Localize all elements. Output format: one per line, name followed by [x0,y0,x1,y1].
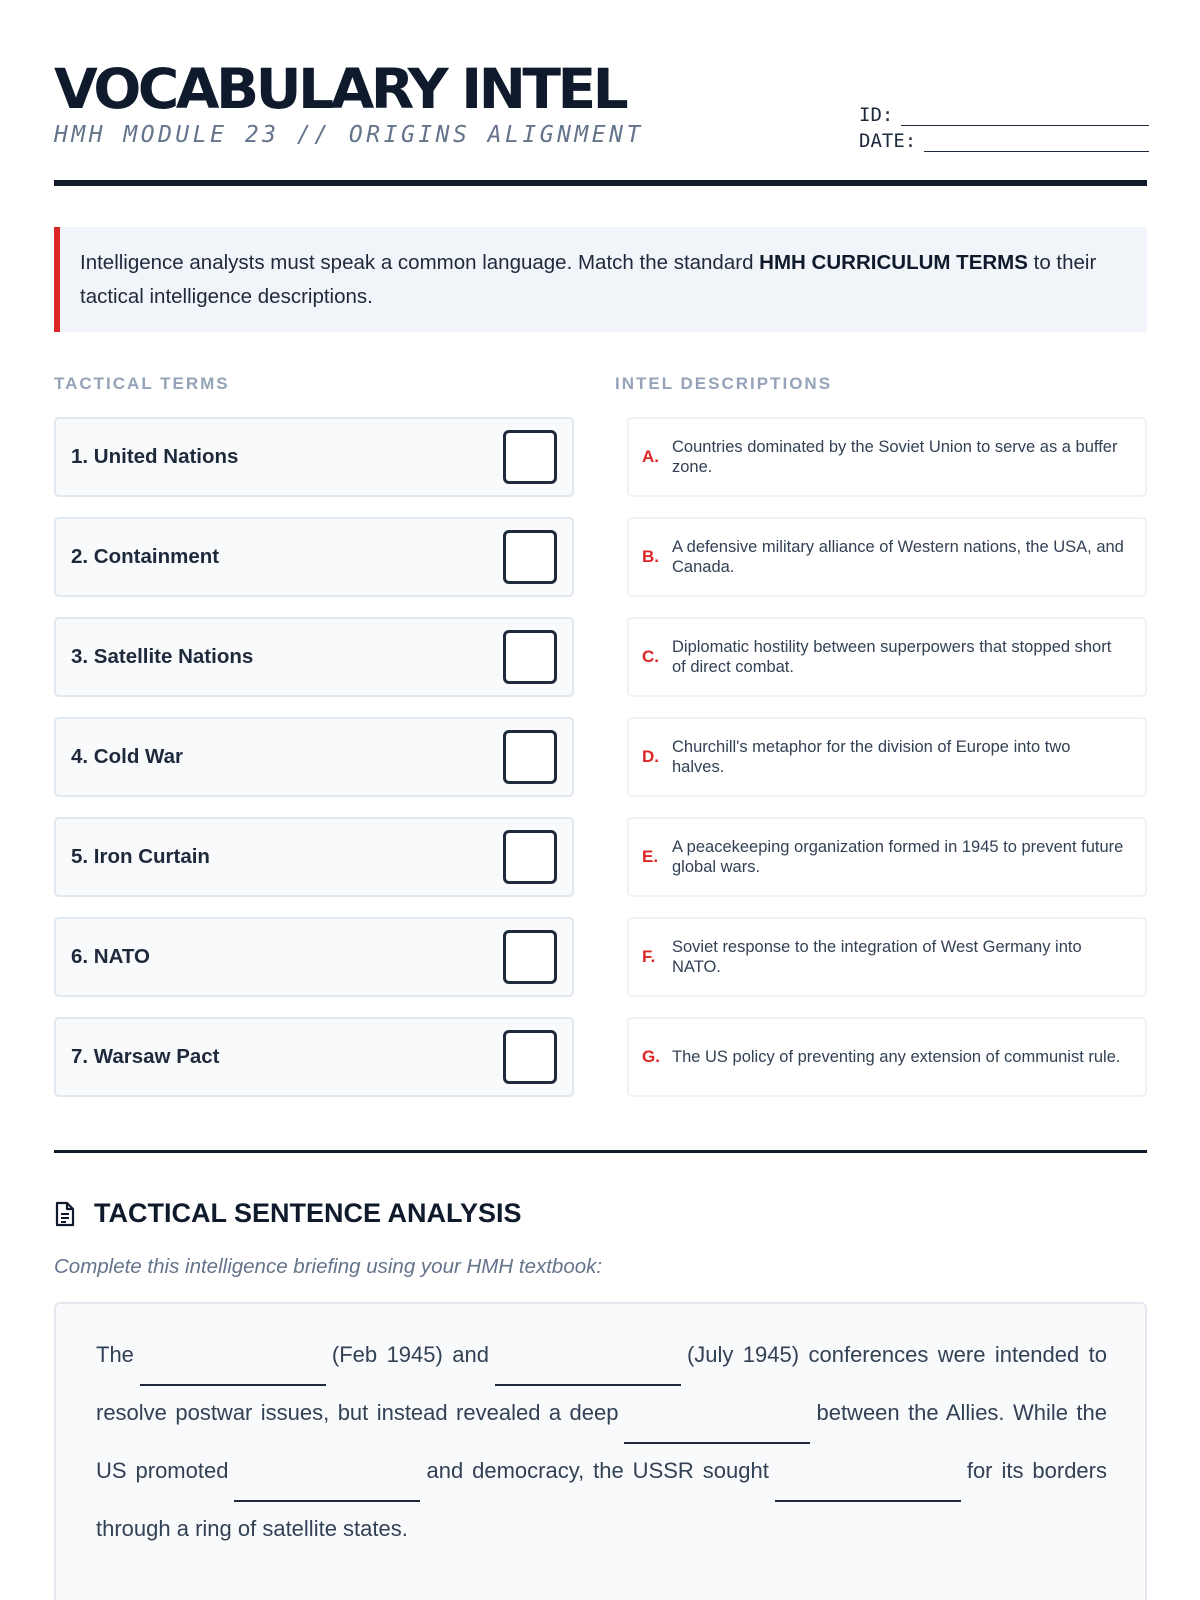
answer-box[interactable] [503,1030,557,1084]
description-text: The US policy of preventing any extension of communist rule. [672,1048,1121,1066]
header-divider [54,180,1147,186]
term-label: 3. Satellite Nations [71,645,254,668]
briefing-text: between the Allies. While the US promoted [96,1400,1107,1483]
description-card [627,817,1147,897]
description-letter: D. [642,747,659,766]
date-line[interactable] [924,132,1149,152]
briefing-text: for its borders through a ring of satellite states. [96,1458,1107,1541]
briefing-text: (July 1945) conferences were intended to resolve postwar issues, but instead revealed a deep [96,1342,1107,1425]
description-card [627,917,1147,997]
description-letter: B. [642,547,659,566]
intro-text-before: Intelligence analysts must speak a common language. Match the standard [80,251,760,274]
description-text: A defensive military alliance of Western nations, the USA, and Canada. [672,538,1124,576]
id-field[interactable] [859,100,1149,126]
description-text: Churchill's metaphor for the division of Europe into two halves. [672,738,1071,776]
description-card [627,717,1147,797]
id-line[interactable] [901,106,1149,126]
term-label: 1. United Nations [71,445,239,468]
term-card [54,617,574,697]
briefing-text: and democracy, the USSR sought [426,1458,769,1483]
section-title [54,1198,522,1229]
answer-box[interactable] [503,530,557,584]
description-card [627,1017,1147,1097]
section-divider [54,1150,1147,1153]
answer-box[interactable] [503,430,557,484]
intro-bold: HMH CURRICULUM TERMS [759,251,1028,274]
description-text: Soviet response to the integration of West Germany into NATO. [672,938,1082,976]
answer-box[interactable] [503,630,557,684]
term-label: 4. Cold War [71,745,183,768]
briefing-text: (Feb 1945) and [331,1342,489,1367]
description-letter: G. [642,1047,660,1066]
document-icon [54,1201,76,1227]
term-card [54,717,574,797]
term-label: 5. Iron Curtain [71,845,210,868]
description-text: A peacekeeping organization formed in 1945 to prevent future global wars. [672,838,1124,876]
intro-text-after: to their tactical intelligence descriptions. [80,251,1097,308]
description-card [627,617,1147,697]
term-label: 6. NATO [71,945,150,968]
section-instructions: Complete this intelligence briefing using your HMH textbook: [54,1255,603,1278]
description-letter: E. [642,847,659,866]
id-date-fields [859,100,1149,152]
description-card [627,517,1147,597]
answer-box[interactable] [503,830,557,884]
description-letter: C. [642,647,659,666]
term-card [54,917,574,997]
section-title-text: TACTICAL SENTENCE ANALYSIS [94,1198,522,1228]
description-letter: A. [642,447,659,466]
worksheet [54,0,1147,1600]
description-text: Countries dominated by the Soviet Union to serve as a buffer zone. [672,438,1118,476]
blank-field-2[interactable] [495,1346,681,1386]
term-card [54,1017,574,1097]
description-text: Diplomatic hostility between superpowers that stopped short of direct combat. [672,638,1112,676]
page-title: VOCABULARY INTEL [54,57,626,121]
blank-field-4[interactable] [234,1462,420,1502]
terms-heading: TACTICAL TERMS [54,374,230,393]
description-card [627,417,1147,497]
briefing-text: The [96,1342,134,1367]
term-card [54,417,574,497]
date-field[interactable] [859,126,1149,152]
terms-list [54,417,574,1117]
description-letter: F. [642,947,656,966]
intro-callout [54,227,1147,332]
briefing-box [54,1302,1147,1600]
id-label: ID: [859,104,894,126]
term-label: 7. Warsaw Pact [71,1045,220,1068]
term-card [54,817,574,897]
blank-field-5[interactable] [775,1462,961,1502]
blank-field-1[interactable] [140,1346,326,1386]
answer-box[interactable] [503,730,557,784]
term-label: 2. Containment [71,545,220,568]
term-card [54,517,574,597]
descriptions-list [627,417,1147,1117]
date-label: DATE: [859,130,917,152]
blank-field-3[interactable] [624,1404,810,1444]
page-subtitle: HMH MODULE 23 // ORIGINS ALIGNMENT [54,122,644,148]
descriptions-heading: INTEL DESCRIPTIONS [615,374,833,393]
answer-box[interactable] [503,930,557,984]
